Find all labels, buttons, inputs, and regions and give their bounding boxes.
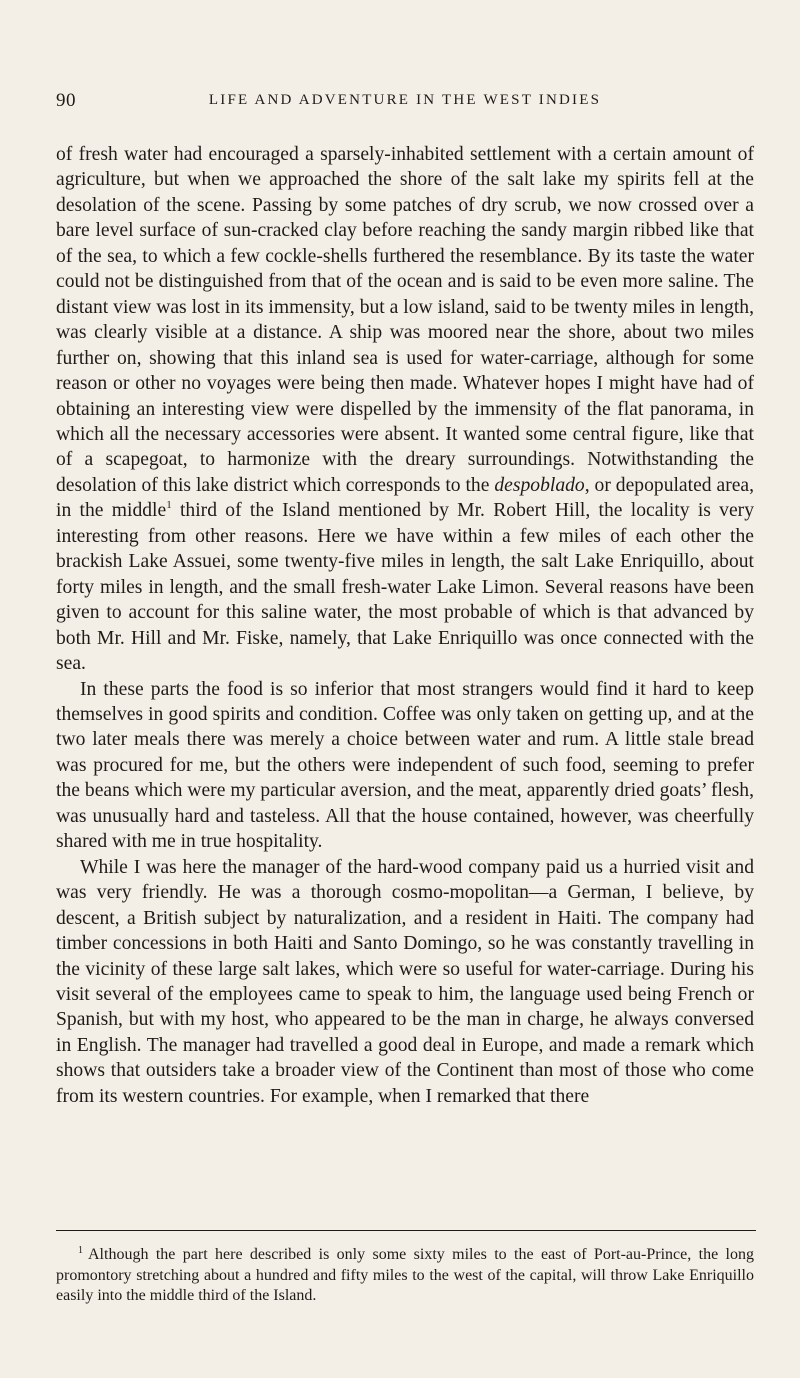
paragraph-1 [56, 142, 754, 677]
paragraph-2: In these parts the food is so inferior that most strangers would find it hard to keep themselves in good spirits and condition. Coffee was only taken on getting up, and at the two later meals there was merely a choice between water and rum. A little stale bread was procured for me, but the others were independent of such food, seeming to prefer the beans which were my particular aversion, and the meat, apparently dried goats’ flesh, was unusually hard and tasteless. All that the house contained, however, was cheerfully shared with me in true hospitality. [56, 678, 754, 853]
footnote-reference: 1 [166, 499, 172, 512]
paragraph-1-text-c: third of the Island mentioned by Mr. Robert Hill, the locality is very interesting from other reasons. Here we have within a few miles of each other the brackish Lake Assuei, some twenty-five miles in length, the salt Lake Enriquillo, about forty miles in length, and the small fresh-water Lake Limon. Several reasons have been given to account for this saline water, the most probable of which is that advanced by both Mr. Hill and Mr. Fiske, namely, that Lake Enriquillo was once connected with the sea. [56, 500, 754, 675]
main-text [56, 142, 754, 1109]
italic-term: despoblado [494, 474, 585, 496]
page-header [56, 90, 754, 114]
page-number: 90 [56, 90, 76, 111]
paragraph-1-text-b: , or depopulated area, in the middle [56, 474, 755, 522]
paragraph-3: While I was here the manager of the hard-wood company paid us a hurried visit and was very friendly. He was a thorough cosmo-mopolitan—a German, I believe, by descent, a British subject by naturalization, and a resident in Haiti. The company had timber concessions in both Haiti and Santo Domingo, so he was constantly travelling in the vicinity of these large salt lakes, which were so useful for water-carriage. During his visit several of the employees came to speak to him, the language used being French or Spanish, but with my host, who appeared to be the man in charge, he always conversed in English. The manager had travelled a good deal in Europe, and made a remark which shows that outsiders take a broader view of the Continent than most of those who come from its western countries. For example, when I remarked that there [56, 856, 754, 1107]
footnote [56, 1245, 754, 1307]
footnote-divider [56, 1230, 756, 1231]
paragraph-1-text-a: of fresh water had encouraged a sparsely-inhabited settlement with a certain amount of agriculture, but when we approached the shore of the salt lake my spirits fell at the desolation of the scene. Passing by some patches of dry scrub, we now crossed over a bare level surface of sun-cracked clay before reaching the sandy margin ribbed like that of the sea, to which a few cockle-shells furthered the resemblance. By its taste the water could not be distinguished from that of the ocean and is said to be even more saline. The distant view was lost in its immensity, but a low island, said to be twenty miles in length, was clearly visible at a distance. A ship was moored near the shore, about two miles further on, showing that this inland sea is used for water-carriage, although for some reason or other no voyages were being then made. Whatever hopes I might have had of obtaining an interesting view were dispelled by the immensity of the flat panorama, in which all the necessary accessories were absent. It wanted some central figure, like that of a scapegoat, to harmonize with the dreary surroundings. Notwithstanding the desolation of this lake district which corresponds to the [56, 144, 754, 496]
footnote-text: Although the part here described is only some sixty miles to the east of Port-au-Prince, the long promontory stretching about a hundred and fifty miles to the west of the capital, will throw Lake Enriquillo easily into the middle third of the Island. [56, 1246, 754, 1304]
running-title: LIFE AND ADVENTURE IN THE WEST INDIES [208, 92, 602, 108]
footnote-mark: 1 [78, 1245, 83, 1256]
